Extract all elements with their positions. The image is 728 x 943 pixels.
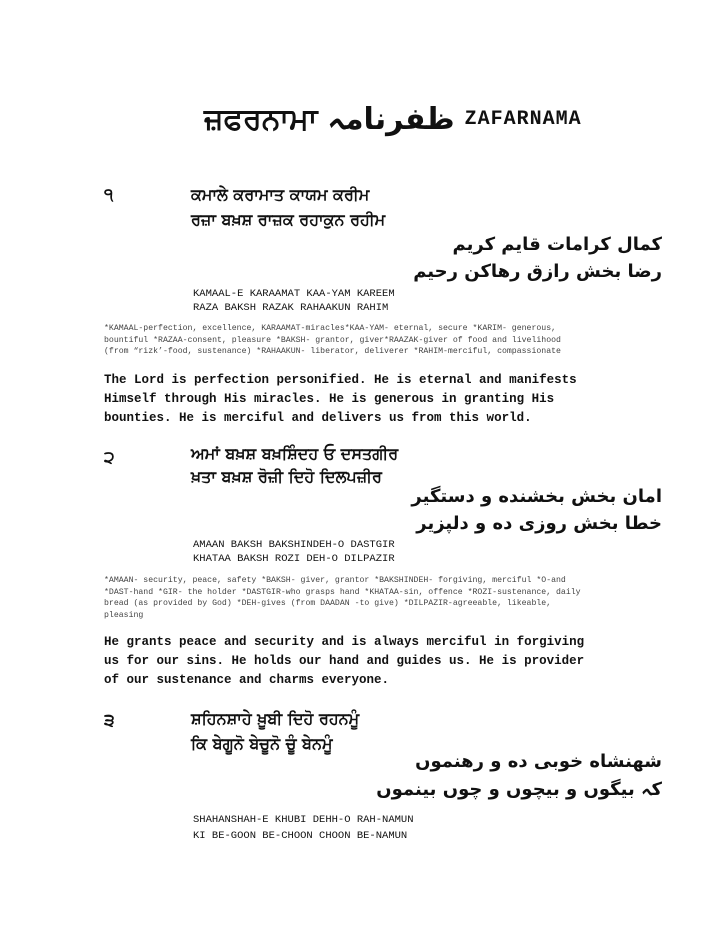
urdu-line: خطا بخش روزی ده و دلپزیر bbox=[416, 513, 662, 534]
gurmukhi-line: ਕਿ ਬੇਗੂਨੋ ਬੇਚੂਨੋ ਚੂੰ ਬੇਨਮੂੰ bbox=[191, 734, 333, 753]
urdu-line: شهنشاه خوبی ده و رهنموں bbox=[415, 751, 662, 772]
gurmukhi-line: ਸ਼ਹਿਨਸ਼ਾਹੇ ਖ਼ੂਬੀ ਦਿਹੋ ਰਹਨਮੂੰ bbox=[191, 709, 360, 728]
gurmukhi-line: ਖ਼ਤਾ ਬਖ਼ਸ਼ ਰੋਜ਼ੀ ਦਿਹੋ ਦਿਲਪਜ਼ੀਰ bbox=[191, 467, 382, 486]
english-meaning: The Lord is perfection personified. He is eternal and manifests Himself through His miracles. He is generous in granting His bounties. He is merciful and delivers us from this world. bbox=[104, 373, 577, 425]
title-urdu: ظفرنامہ bbox=[327, 101, 455, 137]
word-glossary: *AMAAN- security, peace, safety *BAKSH- giver, grantor *BAKSHINDEH- forgiving, merciful *O-and *DAST-hand *GIR- the holder *DASTGIR-who grasps hand *KHATAA-sin, offence *ROZI-sustenance, daily bread (as provided by God) *DEH-gives (from DAADAN -to give) *DILPAZIR-agreeable, likeable, pleasing bbox=[104, 576, 581, 620]
verse-number: ੨ bbox=[104, 448, 115, 468]
urdu-line: رضا بخش رازق رهاکن رحیم bbox=[413, 261, 662, 282]
title-gurmukhi: ਜ਼ਫਰਨਾਮਾ bbox=[204, 101, 318, 137]
transliteration-line: KHATAA BAKSH ROZI DEH-O DILPAZIR bbox=[193, 553, 395, 565]
transliteration-line: AMAAN BAKSH BAKSHINDEH-O DASTGIR bbox=[193, 539, 395, 551]
urdu-line: کہ بیگوں و بیچوں و چوں بینموں bbox=[376, 779, 662, 800]
transliteration-line: SHAHANSHAH-E KHUBI DEHH-O RAH-NAMUN bbox=[193, 814, 414, 826]
transliteration-line: RAZA BAKSH RAZAK RAHAAKUN RAHIM bbox=[193, 302, 389, 314]
gurmukhi-line: ਅਮਾਂ ਬਖ਼ਸ਼ ਬਖ਼ਸ਼ਿੰਦਹ ਓ ਦਸਤਗੀਰ bbox=[191, 444, 399, 463]
verse-number: ੩ bbox=[104, 711, 115, 731]
gurmukhi-line: ਰਜ਼ਾ ਬਖ਼ਸ਼ ਰਾਜ਼ਕ ਰਹਾਕੁਨ ਰਹੀਮ bbox=[191, 210, 386, 229]
transliteration-line: KI BE-GOON BE-CHOON CHOON BE-NAMUN bbox=[193, 830, 408, 842]
urdu-line: کمال کرامات قایم کریم bbox=[452, 234, 662, 255]
title-latin: ZAFARNAMA bbox=[464, 107, 582, 131]
word-glossary: *KAMAAL-perfection, excellence, KARAAMAT-miracles*KAA-YAM- eternal, secure *KARIM- generous, bountiful *RAZAA-consent, pleasure *BAKSH- grantor, giver*RAAZAK-giver of food and livelihood (from “rizk’-food, sustenance) *RAHAAKUN- liberator, deliverer *RAHIM-merciful, compassionate bbox=[104, 324, 561, 356]
english-meaning: He grants peace and security and is always merciful in forgiving us for our sins. He holds our hand and guides us. He is provider of our sustenance and charms everyone. bbox=[104, 635, 585, 687]
transliteration-line: KAMAAL-E KARAAMAT KAA-YAM KAREEM bbox=[193, 288, 395, 300]
verse-number: ੧ bbox=[104, 185, 114, 205]
urdu-line: امان بخش بخشنده و دستگیر bbox=[411, 486, 662, 507]
page-title bbox=[204, 96, 584, 142]
gurmukhi-line: ਕਮਾਲੇ ਕਰਾਮਾਤ ਕਾਯਮ ਕਰੀਮ bbox=[191, 185, 370, 204]
